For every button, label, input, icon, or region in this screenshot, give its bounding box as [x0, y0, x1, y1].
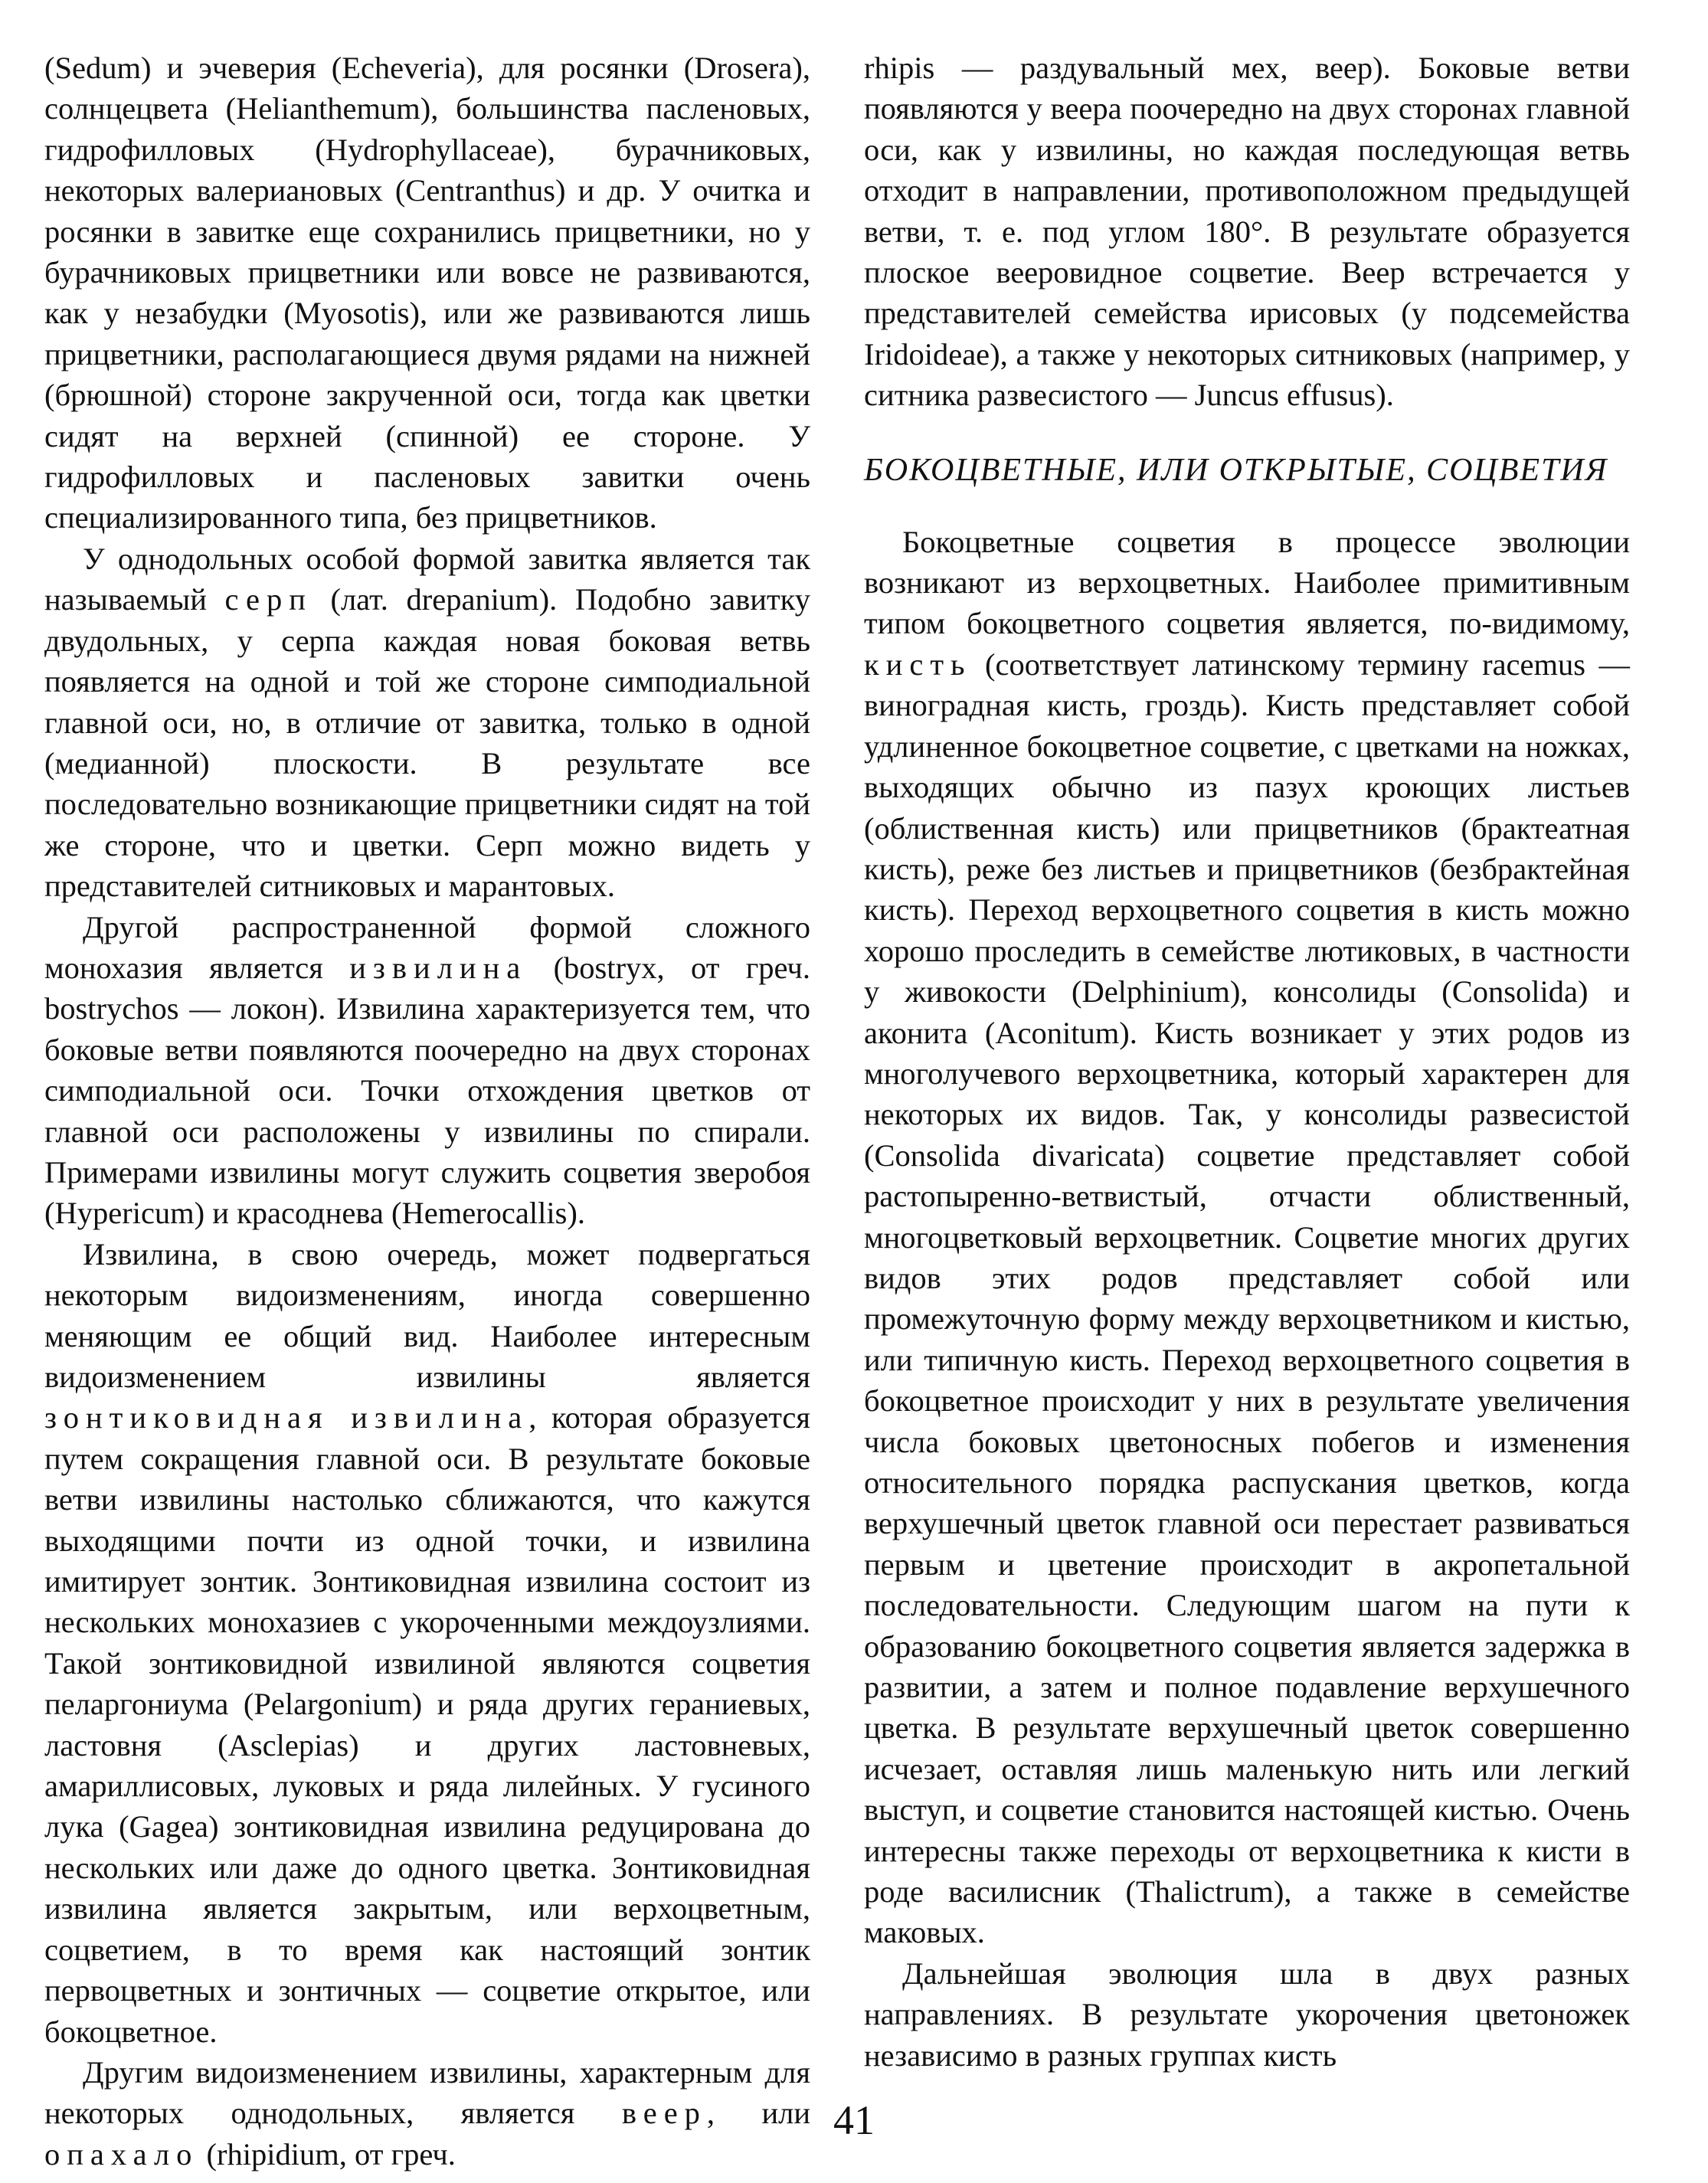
paragraph: Извилина, в свою очередь, может подвергаться некоторым видоизменениям, иногда совершенно меняющим ее общий вид. Наиболее интересным видоизменением извилины является зонтиковидная извилина, которая образуется путем сокращения главной оси. В результате боковые ветви извилины настолько сближаются, что кажутся выходящими почти из одной точки, и извилина имитирует зонтик. Зонтиковидная извилина состоит из нескольких монохазиев с укороченными междоузлиями. Такой зонтиковидной извилиной являются соцветия пеларгониума (Pelargonium) и ряда других гераниевых, ластовня (Asclepias) и других ластовневых, амариллисовых, луковых и ряда лилейных. У гусиного лука (Gagea) зонтиковидная извилина редуцирована до нескольких или даже до одного цветка. Зонтиковидная извилина является закрытым, или верхоцветным, соцветием, в то время как настоящий зонтик первоцветных и зонтичных — соцветие открытое, или бокоцветное. — [44, 1236, 810, 2049]
paragraph: Бокоцветные соцветия в процессе эволюции возникают из верхоцветных. Наиболее примитивным типом бокоцветного соцветия является, по-видимому, кисть (соответствует латинскому термину racemus — виноградная кисть, гроздь). Кисть представляет собой удлиненное бокоцветное соцветие, с цветками на ножках, выходящих обычно из пазух кроющих листьев (облиственная кисть) или прицветников (брактеатная кисть), реже без листьев и прицветников (безбрактейная кисть). Переход верхоцветного соцветия в кисть можно хорошо проследить в семействе лютиковых, в частности у живокости (Delphinium), консолиды (Consolida) и аконита (Aconitum). Кисть возникает у этих родов из многолучевого верхоцветника, который характерен для некоторых их видов. Так, у консолиды развесистой (Consolida divaricata) соцветие представляет собой растопыренно-ветвистый, отчасти облиственный, многоцветковый верхоцветник. Соцветие многих других видов этих родов представляет собой или промежуточную форму между верхоцветником и кистью, или типичную кисть. Переход верхоцветного соцветия в бокоцветное происходит у них в результате увеличения числа боковых цветоносных побегов и изменения относительного порядка распускания цветков, когда верхушечный цветок главной оси перестает развиваться первым и цветение происходит в акропетальной последовательности. Следующим шагом на пути к образованию бокоцветного соцветия является задержка в развитии, а затем и полное подавление верхушечного цветка. В результате верхушечный цветок совершенно исчезает, оставляя лишь маленькую нить или легкий выступ, и соцветие становится настоящей кистью. Очень интересны также переходы от верхоцветника к кисти в роде василисник (Thalictrum), а также в семействе маковых. — [864, 524, 1630, 1950]
paragraph: У однодольных особой формой завитка является так называемый серп (лат. drepanium). Подобно завитку двудольных, у серпа каждая новая боковая ветвь появляется на одной и той же стороне симподиальной главной оси, но, в отличие от завитка, только в одной (медианной) плоскости. В результате все последовательно возникающие прицветники сидят на той же стороне, что и цветки. Серп можно видеть у представителей ситниковых и марантовых. — [44, 541, 811, 904]
left-column — [44, 47, 810, 2175]
paragraph: Другой распространенной формой сложного монохазия является извилина (bostryx, от греч. bostrychos — локон). Извилина характеризуется тем, что боковые ветви появляются поочередно на двух сторонах симподиальной оси. Точки отхождения цветков от главной оси расположены у извилины по спирали. Примерами извилины могут служить соцветия зверобоя (Hypericum) и красоднева (Hemerocallis). — [44, 909, 811, 1231]
paragraph: rhipis — раздувальный мех, веер). Боковые ветви появляются у веера поочередно на двух сторонах главной оси, как у извилины, но каждая последующая ветвь отходит в направлении, противоположном предыдущей ветви, т. е. под углом 180°. В результате образуется плоское вееровидное соцветие. Веер встречается у представителей семейства ирисовых (у подсемейства Iridoideae), а также у некоторых ситниковых (например, у ситника развесистого — Juncus effusus). — [864, 51, 1630, 413]
paragraph: Другим видоизменением извилины, характерным для некоторых однодольных, является веер, или опахало (rhipidium, от греч. — [44, 2054, 810, 2172]
spaced-term: кисть — [864, 646, 972, 682]
page-number: 41 — [833, 2097, 875, 2143]
spaced-term: извилина — [349, 950, 528, 985]
paragraph: (Sedum) и эчеверия (Echeveria), для росянки (Drosera), солнцецвета (Helianthemum), большинства пасленовых, гидрофилловых (Hydrophyllaceae), бурачниковых, некоторых валериановых (Centranthus) и др. У очитка и росянки в завитке еще сохранились прицветники, но у бурачниковых прицветники или вовсе не развиваются, как у незабудки (Myosotis), или же развиваются лишь прицветники, располагающиеся двумя рядами на нижней (брюшной) стороне закрученной оси, тогда как цветки сидят на верхней (спинной) ее стороне. У гидрофилловых и пасленовых завитки очень специализированного типа, без прицветников. — [44, 51, 810, 535]
paragraph: Дальнейшая эволюция шла в двух разных направлениях. В результате укорочения цветоножек независимо в разных группах кисть — [864, 1956, 1630, 2073]
right-column — [864, 47, 1630, 2076]
spaced-term: зонтиковидная извилина — [44, 1400, 529, 1435]
section-heading: БОКОЦВЕТНЫЕ, ИЛИ ОТКРЫТЫЕ, СОЦВЕТИЯ — [864, 452, 1608, 488]
spaced-term: опахало — [44, 2136, 199, 2172]
spaced-term: серп — [224, 582, 312, 617]
spaced-term: веер — [621, 2096, 707, 2131]
